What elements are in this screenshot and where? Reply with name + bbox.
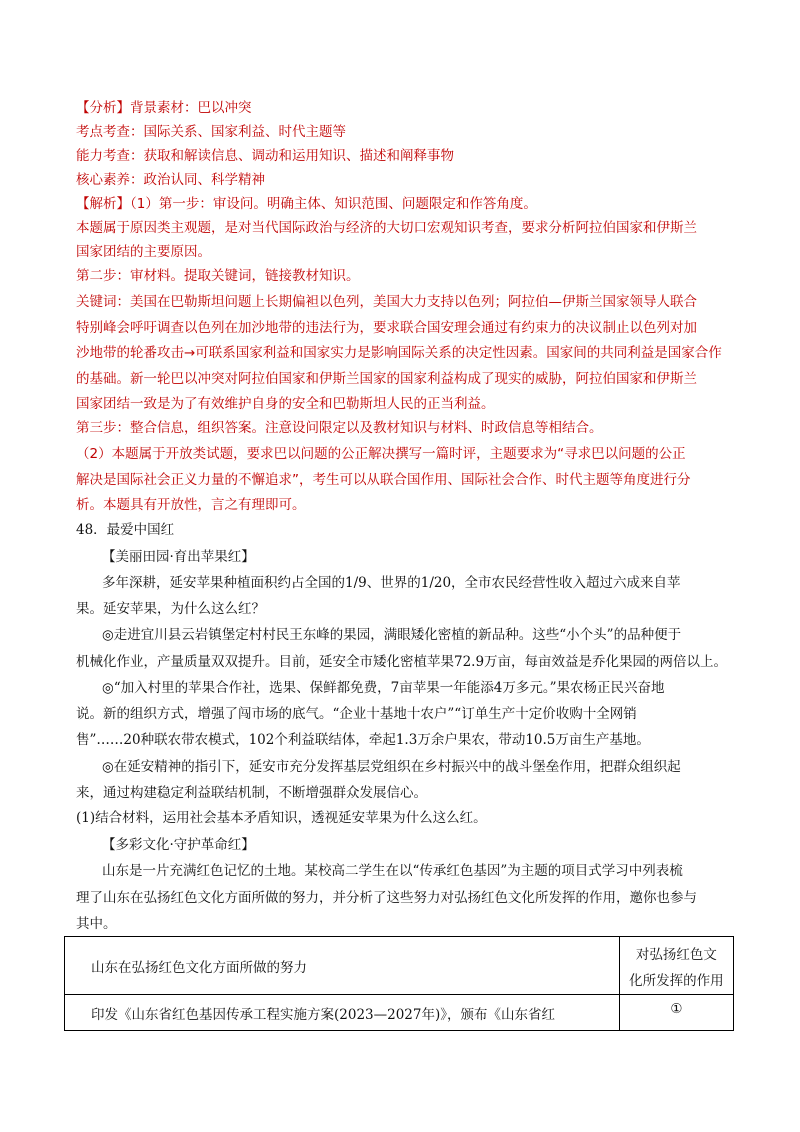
explain-line-10: 第三步：整合信息，组织答案。注意设问限定以及教材知识与材料、时政信息等相结合。 bbox=[76, 420, 603, 436]
section-heading-1: 【美丽田园·育出苹果红】 bbox=[102, 549, 255, 565]
para-2-line-1: ◎走进宜川县云岩镇堡定村村民王东峰的果园，满眼矮化密植的新品种。这些“小个头”的品种便于 bbox=[102, 627, 682, 643]
para-5-line-3: 其中。 bbox=[76, 916, 117, 932]
table-cell-answer-blank: ① bbox=[619, 995, 733, 1031]
para-2-line-2: 机械化作业，产量质量双双提升。目前，延安全市矮化密植苹果72.9万亩，每亩效益是乔化果园的两倍以上。 bbox=[76, 654, 728, 670]
explain-line-3: 国家团结的主要原因。 bbox=[76, 244, 211, 260]
explain-line-13: 析。本题具有开放性，言之有理即可。 bbox=[76, 497, 306, 513]
para-5-line-1: 山东是一片充满红色记忆的土地。某校高二学生在以“传承红色基因”为主题的项目式学习中列表梳 bbox=[102, 863, 683, 879]
para-4-line-2: 来，通过构建稳定利益联结机制，不断增强群众发展信心。 bbox=[76, 785, 427, 801]
efforts-table bbox=[64, 936, 734, 1031]
table-cell-effort: 印发《山东省红色基因传承工程实施方案(2023—2027年)》，颁布《山东省红 bbox=[65, 995, 620, 1031]
para-5-line-2: 理了山东在弘扬红色文化方面所做的努力，并分析了这些努力对弘扬红色文化所发挥的作用，邀你也参与 bbox=[76, 890, 697, 906]
table-header-role-line-2: 化所发挥的作用 bbox=[629, 972, 724, 989]
explain-line-8: 的基础。新一轮巴以冲突对阿拉伯国家和伊斯兰国家的国家利益构成了现实的威胁，阿拉伯国家和伊斯兰 bbox=[76, 371, 697, 387]
table-header-role bbox=[619, 937, 733, 995]
table-row bbox=[65, 995, 734, 1031]
analysis-line-1: 【分析】背景素材：巴以冲突 bbox=[76, 100, 252, 116]
explain-line-11: （2）本题属于开放类试题，要求巴以问题的公正解决撰写一篇时评，主题要求为“寻求巴以问题的公正 bbox=[76, 446, 686, 462]
explain-line-9: 国家团结一致是为了有效维护自身的安全和巴勒斯坦人民的正当利益。 bbox=[76, 396, 495, 412]
explain-line-1: 【解析】（1）第一步：审设问。明确主体、知识范围、问题限定和作答角度。 bbox=[76, 196, 537, 212]
explain-line-7: 沙地带的轮番攻击→可联系国家利益和国家实力是影响国际关系的决定性因素。国家间的共同利益是国家合作 bbox=[76, 345, 722, 361]
table-header-row bbox=[65, 937, 734, 995]
explain-line-2: 本题属于原因类主观题，是对当代国际政治与经济的大切口宏观知识考查，要求分析阿拉伯国家和伊斯兰 bbox=[76, 220, 697, 236]
para-4-line-1: ◎在延安精神的指引下，延安市充分发挥基层党组织在乡村振兴中的战斗堡垒作用，把群众组织起 bbox=[102, 759, 681, 775]
para-1-line-1: 多年深耕，延安苹果种植面积约占全国的1/9、世界的1/20，全市农民经营性收入超过六成来自苹 bbox=[102, 575, 681, 591]
para-3-line-3: 售”……20种联农带农模式，102个利益联结体，牵起1.3万余户果农，带动10.5万亩生产基地。 bbox=[76, 732, 650, 748]
analysis-line-3: 能力考查：获取和解读信息、调动和运用知识、描述和阐释事物 bbox=[76, 148, 454, 164]
analysis-line-4: 核心素养：政治认同、科学精神 bbox=[76, 172, 265, 188]
question-1: (1)结合材料，运用社会基本矛盾知识，透视延安苹果为什么这么红。 bbox=[76, 810, 487, 826]
explain-line-6: 特别峰会呼吁调查以色列在加沙地带的违法行为，要求联合国安理会通过有约束力的决议制止以色列对加 bbox=[76, 320, 697, 336]
para-1-line-2: 果。延安苹果，为什么这么红？ bbox=[76, 601, 265, 617]
question-title: 48．最爱中国红 bbox=[76, 522, 175, 538]
section-heading-2: 【多彩文化·守护革命红】 bbox=[102, 837, 255, 853]
table-header-role-line-1: 对弘扬红色文 bbox=[635, 946, 717, 963]
table-header-efforts: 山东在弘扬红色文化方面所做的努力 bbox=[65, 937, 620, 995]
para-3-line-2: 说。新的组织方式，增强了闯市场的底气。“企业十基地十农户”“订单生产十定价收购十全网销 bbox=[76, 706, 637, 722]
explain-line-5: 关键词：美国在巴勒斯坦问题上长期偏袒以色列，美国大力支持以色列；阿拉伯—伊斯兰国家领导人联合 bbox=[76, 294, 697, 310]
explain-line-4: 第二步：审材料。提取关键词，链接教材知识。 bbox=[76, 268, 360, 284]
para-3-line-1: ◎“加入村里的苹果合作社，选果、保鲜都免费，7亩苹果一年能添4万多元。”果农杨正民兴奋地 bbox=[102, 680, 665, 696]
analysis-line-2: 考点考查：国际关系、国家利益、时代主题等 bbox=[76, 124, 346, 140]
explain-line-12: 解决是国际社会正义力量的不懈追求”，考生可以从联合国作用、国际社会合作、时代主题等角度进行分 bbox=[76, 472, 691, 488]
